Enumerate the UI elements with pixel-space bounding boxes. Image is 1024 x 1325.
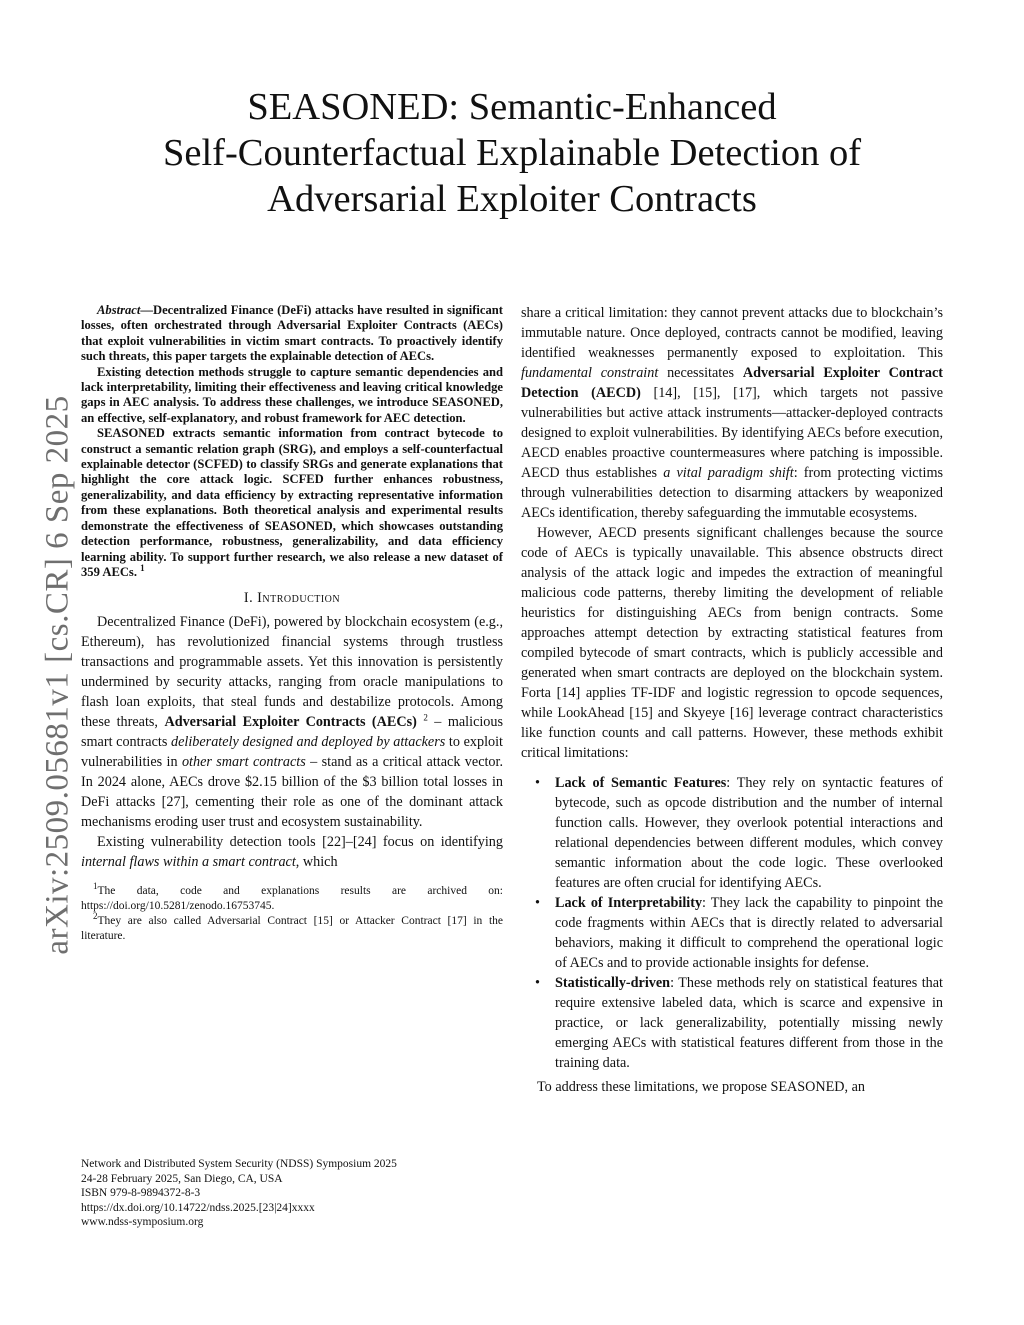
body-paragraph: share a critical limitation: they cannot prevent attacks due to blockchain’s immutable nature. Once deployed, contracts cannot be modified, leaving identified weaknesses permanently exposed to exploitation. This fundamental constraint necessitates Adversarial Exploiter Contract Detection (AECD) [14], [15], [17], which targets not passive vulnerabilities but active attack instruments—attacker-deployed contracts designed to exploit vulnerabilities. By identifying AECs before execution, AECD enables proactive countermeasures where patching is impossible. AECD thus establishes a vital paradigm shift: from protecting victims through vulnerabilities detection to disarming attackers by weaponized AECs identification, thereby safeguarding the immutable ecosystems. bbox=[521, 305, 944, 521]
body-paragraph: To address these limitations, we propose SEASONED, an bbox=[537, 1079, 866, 1095]
title-line: Self-Counterfactual Explainable Detection of bbox=[162, 132, 862, 174]
paper-title bbox=[80, 84, 944, 222]
arxiv-stamp bbox=[28, 380, 88, 970]
footnote-marker: 1 bbox=[140, 562, 145, 573]
intro-paragraph: Decentralized Finance (DeFi), powered by blockchain ecosystem (e.g., Ethereum), has revolutionized financial systems through trustless transactions and programmable assets. Yet this innovation is persistently undermined by security attacks, ranging from oracle manipulations to flash loan exploits, that steal funds and destabilize protocols. Among these threats, Adversarial Exploiter Contracts (AECs) $^2$ – malicious smart contracts deliberately designed and deployed by attackers to exploit vulnerabilities in other smart contracts – stand as a critical attack vector. In 2024 alone, AECs drove $2.15 billion of the $3 billion total losses in DeFi attacks [27], cementing their role as one of the dominant attack mechanisms eroding user trust and ecosystem sustainability. bbox=[81, 614, 504, 831]
list-item: • Lack of Semantic Features: They rely on syntactic features of bytecode, such as opcode distribution and the number of internal function calls. However, they overlook potential interactions and relational dependencies between different modules, which convey semantic information about the code logic. These overlooked features are often crucial for identifying AECs. bbox=[535, 775, 943, 891]
aec-term: Adversarial Exploiter Contracts (AECs) bbox=[164, 714, 417, 731]
right-column bbox=[521, 303, 943, 1097]
arxiv-id: arXiv:2509.05681v1 [cs.CR] 6 Sep 2025 bbox=[39, 395, 76, 955]
venue-line: Network and Distributed System Security (NDSS) Symposium 2025 bbox=[81, 1158, 397, 1170]
venue-line: ISBN 979-8-9894372-8-3 bbox=[81, 1187, 201, 1200]
title-line: Adversarial Exploiter Contracts bbox=[267, 178, 757, 220]
title-line: SEASONED: Semantic-Enhanced bbox=[247, 86, 777, 128]
bullet-icon: • bbox=[535, 895, 540, 911]
abstract-paragraph: Abstract—Decentralized Finance (DeFi) attacks have resulted in significant losses, often orchestrated through Adversarial Exploiter Contracts (AECs) that exploit vulnerabilities in victim smart contracts. To proactively identify such threats, this paper targets the explainable detection of AECs. bbox=[81, 303, 503, 364]
footnote-marker: 2 bbox=[423, 712, 428, 723]
venue-line: 24-28 February 2025, San Diego, CA, USA bbox=[81, 1172, 283, 1185]
footnotes bbox=[81, 881, 503, 944]
list-item: • Statistically-driven: These methods rely on statistical features that require extensive labeled data, which is scarce and expensive in practice, or lack generalizability, potentially missing newly emerging AECs with statistical features different from those in the training data. bbox=[535, 975, 943, 1071]
left-column bbox=[81, 303, 503, 944]
abstract-paragraph: Existing detection methods struggle to capture semantic dependencies and lack interpretability, limiting their effectiveness and leaving critical knowledge gaps in AEC analysis. To address these challenges, we introduce SEASONED, an effective, self-explanatory, and robust framework for AEC detection. bbox=[81, 364, 503, 425]
list-item: • Lack of Interpretability: They lack the capability to pinpoint the code fragments within AECs that is directly related to adversarial behaviors, making it difficult to comprehend the operational logic of AECs and to provide actionable insights for defense. bbox=[535, 895, 944, 971]
venue-line: www.ndss-symposium.org bbox=[81, 1216, 204, 1229]
footnote: $^1$The data, code and explanations results are archived on: https://doi.org/10.5281/zenodo.16753745. bbox=[81, 881, 503, 913]
limitations-list bbox=[521, 773, 943, 1073]
abstract-paragraph: SEASONED extracts semantic information from contract bytecode to construct a semantic relation graph (SRG), and employs a self-counterfactual explainable detector (SCFED) to classify SRGs and generate explanations that highlight the core attack logic. SCFED further enhances robustness, generalizability, and data efficiency by extracting representative information from these explanations. Both theoretical analysis and experimental results demonstrate the effectiveness of SEASONED, which showcases outstanding detection performance, robustness, generalizability, and data efficiency learning ability. To support further research, we also release a new dataset of 359 AECs. $^1$ bbox=[81, 426, 503, 579]
abstract bbox=[81, 303, 503, 580]
footnote: $^2$They are also called Adversarial Contract [15] or Attacker Contract [17] in the literature. bbox=[81, 911, 503, 943]
abstract-label: Abstract bbox=[97, 303, 141, 317]
intro-paragraph: Existing vulnerability detection tools [22]–[24] focus on identifying internal flaws within a smart contract, which bbox=[81, 834, 503, 871]
bullet-icon: • bbox=[535, 775, 540, 791]
aecd-term: Adversarial Exploiter Contract Detection (AECD) bbox=[521, 365, 943, 401]
body-paragraph: However, AECD presents significant challenges because the source code of AECs is typically unavailable. This absence obstructs direct analysis of the attack logic and impedes the extraction of meaningful malicious code patterns, thereby limiting the development of reliable heuristics for distinguishing AECs from benign contracts. Some approaches attempt detection by extracting statistical features from compiled bytecode of smart contracts, which is publicly accessible and generated when smart contracts are deployed on the blockchain system. Forta [14] applies TF-IDF and logistic regression to opcode sequences, while LookAhead [15] and Skyeye [16] leverage contract characteristics like function counts and call patterns. However, these methods exhibit critical limitations: bbox=[521, 525, 943, 761]
section-heading: I. Introduction bbox=[243, 590, 341, 607]
venue-line: https://dx.doi.org/10.14722/ndss.2025.[23|24]xxxx bbox=[81, 1201, 315, 1214]
venue-info bbox=[81, 1157, 397, 1230]
bullet-icon: • bbox=[535, 975, 540, 991]
